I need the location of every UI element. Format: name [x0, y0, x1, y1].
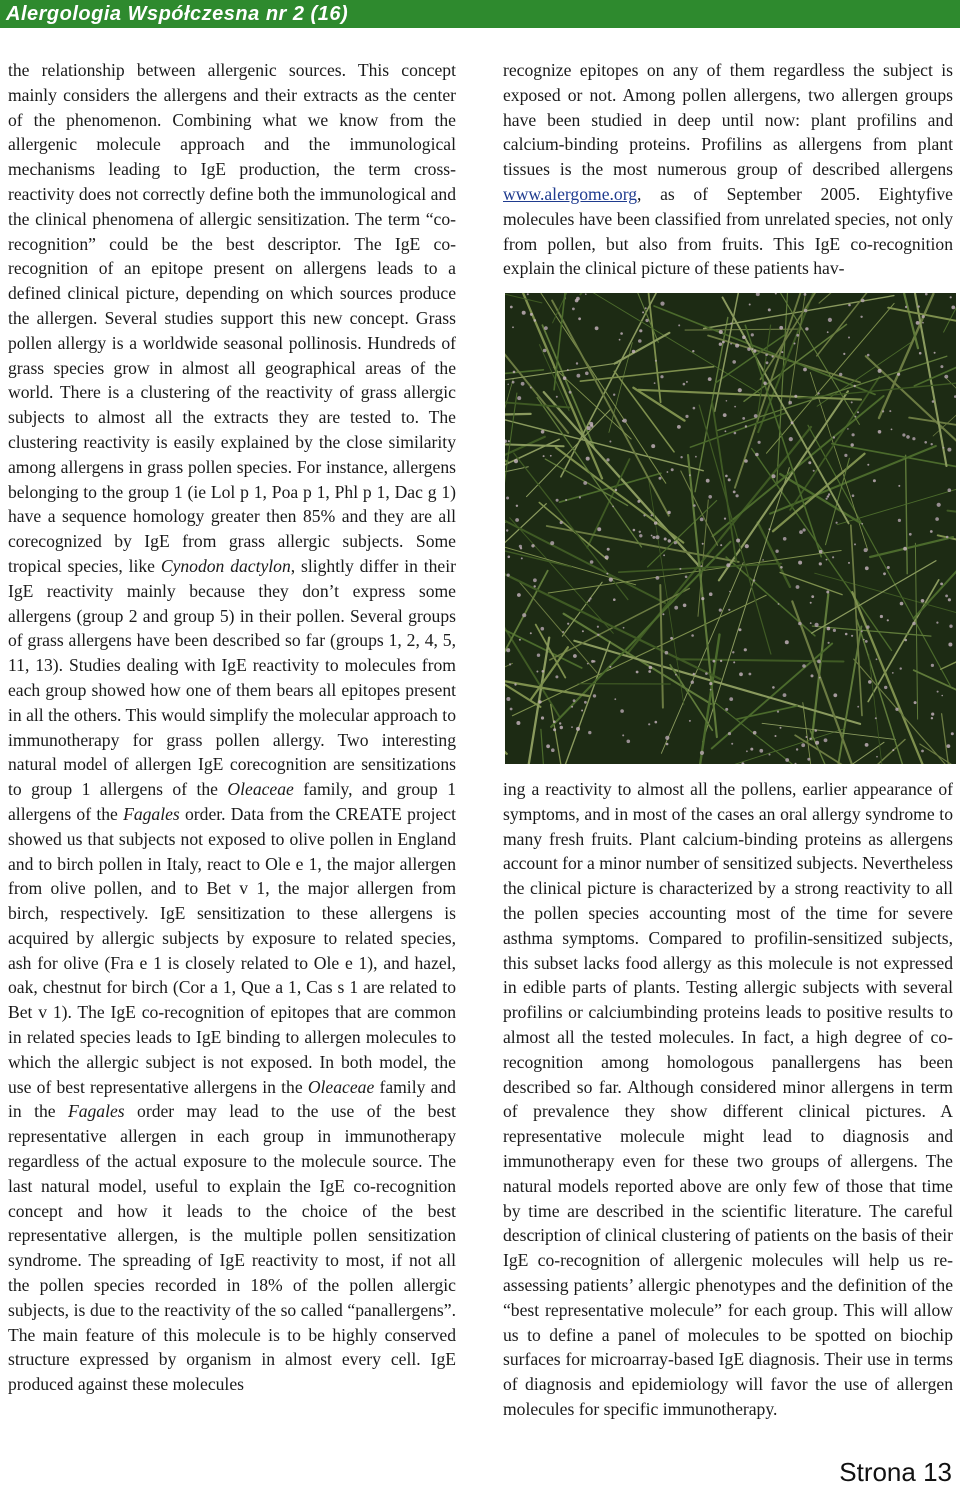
left-text-column: [8, 58, 456, 1397]
order-name: Fagales: [67, 1101, 125, 1122]
journal-title: Alergologia Współczesna nr 2 (16): [6, 3, 349, 25]
grass-stems: [505, 293, 956, 764]
right-text-column-bottom: [503, 777, 953, 1422]
grass-illustration: [505, 293, 956, 764]
right-text-column-top: [503, 58, 953, 281]
left-paragraph: the relationship between allergenic sources. This concept mainly considers the allergens and their extracts as the center of the phenomenon. Combining what we know from the allergenic molecule approach and the immunological mechanisms leading to IgE production, the term cross-reactivity does not correctly define both the immunological and the clinical phenomena of allergic sensitization. The term “co-recognition” could be the best descriptor. The IgE co-recognition of an epitope present on allergens leads to a defined clinical picture, depending on which sources produce the allergen. Several studies support this new concept. Grass pollen allergy is a worldwide seasonal pollinosis. Hundreds of grass species grow in almost all geographical areas of the world. There is a clustering of the reactivity of grass allergic subjects to almost all the extracts they are tested to. The clustering reactivity is easily explained by the close similarity among allergens in grass pollen species. For instance, allergens belonging to the group 1 (ie Lol p 1, Poa p 1, Phl p 1, Dac g 1) have a sequence homology greater then 85% and they are all corecognized by IgE from grass allergic subjects. Some tropical species, like Cynodon dactylon, slightly differ in their IgE reactivity mainly because they don’t express some allergens (group 2 and group 5) in their pollen. Several groups of grass allergens have been described so far (groups 1, 2, 4, 5, 11, 13). Studies dealing with IgE reactivity to molecules from each group showed how one of them bears all epitopes present in all the others. This would simplify the molecular approach to immunotherapy for grass pollen allergy. Two interesting natural model of allergen IgE corecognition are sensitizations to group 1 allergens of the Oleaceae family, and group 1 allergens of the Fagales order. Data from the CREATE project showed us that subjects not exposed to olive pollen in England and to birch pollen in Italy, react to Ole e 1, the major allergen from olive pollen, and to Bet v 1, the major allergen from birch, respectively. IgE sensitization to these allergens is acquired by allergic subjects by exposure to related species, ash for olive (Fra e 1 is closely related to Ole e 1), and hazel, oak, chestnut for birch (Cor a 1, Que a 1, Cas s 1 are related to Bet v 1). The IgE co-recognition of epitopes that are common in related species leads to IgE binding to allergen molecules to which the allergic subject is not exposed. In both model, the use of best representative allergens in the Oleaceae family and in the Fagales order may lead to the use of the best representative allergen in each group in immunotherapy regardless of the actual exposure to the molecule source. The last natural model, useful to explain the IgE co-recognition concept and how it leads to the choice of the best representative allergen, is the multiple pollen sensitization syndrome. The spreading of IgE reactivity to most, if not all the pollen species recorded in 18% of the pollen allergic subjects, is due to the reactivity of the so called “panallergens”. The main feature of this molecule is to be highly conserved structure expressed by organism in almost every cell. IgE produced against these molecules: [8, 60, 457, 1395]
page-number: Strona 13: [839, 1457, 952, 1487]
family-name: Oleaceae: [307, 1076, 375, 1097]
order-name: Fagales: [123, 803, 180, 824]
family-name: Oleaceae: [227, 779, 294, 800]
right-top-paragraph: recognize epitopes on any of them regardless the subject is exposed or not. Among pollen allergens, two allergen groups have been studied in deep until now: plant profilins and calcium-binding proteins. Profilins as allergens from plant tissues is the most numerous group of described allergens www.alergome.org, as of September 2005. Eightyfive molecules have been classified from unrelated species, not only from pollen, but also from fruits. This IgE co-recognition explain the clinical picture of these patients hav-: [503, 60, 953, 279]
right-bottom-paragraph: ing a reactivity to almost all the pollens, earlier appearance of symptoms, and in most of the cases an oral allergy syndrome to many fresh fruits. Plant calcium-binding proteins as allergens account for a minor number of sensitized subjects. Nevertheless the clinical picture is characterized by a strong reactivity to all the pollen species accounting most of the time for severe asthma symptoms. Compared to profilin-sensitized subjects, this subset lacks food allergy as this molecule is not expressed in edible parts of plants. Testing allergic subjects with several profilins or calciumbinding proteins leads to positive results to almost all the tested molecules. In fact, a high degree of co-recognition among homologous panallergens has been described so far. Although considered minor allergens in term of prevalence they show different clinical pictures. A representative molecule might lead to diagnosis and immunotherapy even for these two groups of allergens. The natural models reported above are only few of those that time by time are described in the scientific literature. The careful description of clinical clustering of patients on the basis of their IgE co-recognition of allergenic molecules will help us re-assessing patients’ allergic phenotypes and the definition of the “best representative molecule” for each group. This will allow us to define a panel of molecules to be spotted on biochip surfaces for microarray-based IgE diagnosis. Their use in terms of diagnosis and epidemiology will favor the use of allergen molecules for specific immunotherapy.: [503, 779, 953, 1419]
grass-photo: [505, 293, 956, 764]
alergome-link[interactable]: www.alergome.org: [503, 183, 638, 204]
species-name: Cynodon dactylon: [160, 555, 291, 576]
